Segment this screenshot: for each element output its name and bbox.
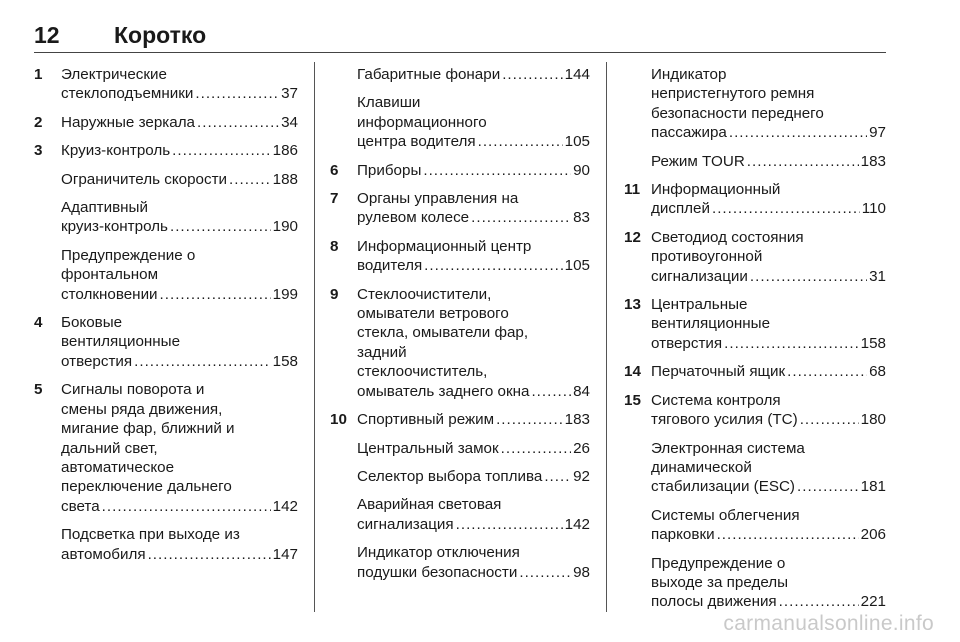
index-entry[interactable] [624, 228, 886, 286]
index-entry[interactable] [330, 93, 590, 151]
entry-title: дисплей [651, 200, 710, 218]
entry-title: столкновении [61, 285, 158, 303]
entry-leader-line [61, 84, 298, 103]
entry-leader-line [61, 170, 298, 189]
page-header [34, 22, 886, 52]
entry-text-line: стеклоочиститель, [357, 363, 488, 381]
page-reference[interactable]: 105 [564, 133, 590, 151]
index-column-1 [34, 65, 298, 573]
page-reference[interactable]: 98 [573, 563, 590, 581]
page-title: Коротко [114, 22, 207, 48]
entry-title: тягового усилия (TC) [651, 411, 798, 429]
dot-leader [229, 170, 271, 189]
dot-leader [712, 199, 860, 218]
entry-leader-line [61, 285, 298, 304]
entry-text-line: смены ряда движения, [61, 400, 223, 418]
dot-leader [478, 132, 563, 151]
page-reference[interactable]: 105 [564, 257, 590, 275]
entry-number: 9 [330, 285, 339, 303]
entry-text-line: Подсветка при выходе из [61, 526, 240, 544]
index-entry[interactable] [34, 141, 298, 160]
dot-leader [197, 113, 279, 132]
dot-leader [787, 362, 867, 381]
entry-title: стеклоподъемники [61, 85, 194, 103]
entry-leader-line [651, 334, 886, 353]
page-reference[interactable]: 147 [272, 545, 298, 563]
index-entry[interactable] [330, 410, 590, 429]
page-reference[interactable]: 68 [869, 363, 886, 381]
index-entry[interactable] [34, 113, 298, 132]
page-reference[interactable]: 158 [272, 352, 298, 370]
entry-leader-line [651, 267, 886, 286]
page-reference[interactable]: 158 [860, 334, 886, 352]
page-reference[interactable]: 190 [272, 218, 298, 236]
index-entry[interactable] [330, 285, 590, 401]
entry-text-line: Электрические [61, 66, 167, 83]
entry-number: 2 [34, 113, 43, 131]
entry-title: Режим TOUR [651, 152, 745, 170]
entry-title: Ограничитель скорости [61, 170, 228, 188]
index-entry[interactable] [330, 189, 590, 228]
index-entry[interactable] [330, 161, 590, 180]
index-entry[interactable] [624, 295, 886, 353]
entry-number: 1 [34, 66, 43, 83]
entry-number: 8 [330, 237, 339, 255]
entry-leader-line [357, 382, 590, 401]
entry-text-line: задний [357, 343, 407, 361]
entry-leader-line [651, 199, 886, 218]
entry-number: 15 [624, 391, 641, 409]
page-number: 12 [34, 22, 60, 48]
column-divider-2 [606, 62, 607, 612]
page-reference[interactable]: 84 [573, 382, 590, 400]
entry-leader-line [651, 592, 886, 611]
index-entry[interactable] [624, 65, 886, 143]
entry-number: 13 [624, 296, 641, 314]
dot-leader [531, 382, 571, 401]
dot-leader [170, 217, 271, 236]
index-entry[interactable] [34, 170, 298, 189]
dot-leader [750, 267, 867, 286]
page-reference[interactable]: 31 [869, 267, 886, 285]
entry-title: круиз-контроль [61, 218, 168, 236]
entry-leader-line [651, 362, 886, 381]
entry-leader-line [357, 132, 590, 151]
index-entry[interactable] [34, 246, 298, 304]
entry-text-line: непристегнутого ремня [651, 85, 815, 103]
index-entry[interactable] [624, 506, 886, 545]
dot-leader [471, 208, 571, 227]
entry-title: центра водителя [357, 133, 476, 151]
entry-leader-line [651, 477, 886, 496]
entry-leader-line [357, 161, 590, 180]
entry-text-line: выходе за пределы [651, 573, 789, 591]
entry-number: 6 [330, 161, 339, 179]
dot-leader [502, 65, 562, 84]
entry-title: Перчаточный ящик [651, 363, 786, 381]
index-column-3 [624, 65, 886, 621]
entry-leader-line [651, 123, 886, 142]
entry-text-line: Электронная система [651, 439, 805, 457]
entry-text-line: динамической [651, 458, 752, 476]
dot-leader [423, 161, 571, 180]
entry-title: сигнализации [651, 267, 748, 285]
entry-text-line: Центральные [651, 296, 748, 314]
watermark: carmanualsonline.info [723, 612, 934, 635]
entry-text-line: Клавиши [357, 94, 421, 112]
page-reference[interactable]: 206 [860, 526, 886, 544]
index-entry[interactable] [330, 237, 590, 276]
page-reference[interactable]: 221 [860, 593, 886, 611]
entry-number: 10 [330, 411, 347, 429]
column-divider-1 [314, 62, 315, 612]
entry-leader-line [357, 439, 590, 458]
entry-leader-line [357, 410, 590, 429]
entry-text-line: безопасности переднего [651, 104, 824, 122]
dot-leader [195, 84, 279, 103]
dot-leader [456, 515, 563, 534]
entry-title: Селектор выбора топлива [357, 467, 543, 485]
dot-leader [172, 141, 270, 160]
index-entry[interactable] [330, 543, 590, 582]
dot-leader [501, 439, 571, 458]
entry-text-line: Системы облегчения [651, 506, 800, 524]
dot-leader [747, 152, 859, 171]
entry-leader-line [61, 113, 298, 132]
entry-text-line: Информационный центр [357, 237, 532, 255]
page-reference[interactable]: 26 [573, 439, 590, 457]
entry-text-line: вентиляционные [651, 315, 771, 333]
dot-leader [729, 123, 867, 142]
page-reference[interactable]: 181 [860, 478, 886, 496]
entry-text-line: дальний свет, [61, 439, 158, 457]
dot-leader [160, 285, 271, 304]
entry-title: Круиз-контроль [61, 142, 171, 160]
page-reference[interactable]: 183 [564, 411, 590, 429]
index-column-2 [330, 65, 590, 591]
entry-leader-line [651, 152, 886, 171]
entry-text-line: Адаптивный [61, 199, 148, 217]
index-entry[interactable] [34, 525, 298, 564]
entry-text-line: Светодиод состояния [651, 228, 804, 246]
page-reference[interactable]: 110 [861, 200, 886, 218]
index-entry[interactable] [624, 180, 886, 219]
entry-title: отверстия [61, 352, 133, 370]
entry-leader-line [61, 141, 298, 160]
page-reference[interactable]: 186 [272, 142, 298, 160]
entry-leader-line [357, 563, 590, 582]
entry-text-line: фронтальном [61, 266, 159, 284]
page-reference[interactable]: 142 [564, 515, 590, 533]
entry-leader-line [357, 515, 590, 534]
index-entry[interactable] [34, 380, 298, 516]
index-entry[interactable] [330, 467, 590, 486]
entry-title: пассажира [651, 124, 727, 142]
entry-leader-line [61, 545, 298, 564]
index-entry[interactable] [624, 152, 886, 171]
index-entry[interactable] [34, 65, 298, 104]
index-entry[interactable] [624, 362, 886, 381]
entry-title: сигнализация [357, 515, 454, 533]
index-entry[interactable] [330, 65, 590, 84]
entry-leader-line [651, 410, 886, 429]
dot-leader [717, 525, 859, 544]
entry-text-line: переключение дальнего [61, 478, 232, 496]
entry-title: Приборы [357, 161, 422, 179]
page-reference[interactable]: 37 [281, 85, 298, 103]
entry-title: автомобиля [61, 545, 146, 563]
dot-leader [424, 256, 562, 275]
entry-text-line: автоматическое [61, 458, 175, 476]
dot-leader [724, 334, 859, 353]
entry-text-line: Сигналы поворота и [61, 381, 205, 399]
entry-leader-line [357, 65, 590, 84]
page-reference[interactable]: 180 [860, 411, 886, 429]
entry-text-line: стекла, омыватели фар, [357, 324, 529, 342]
dot-leader [797, 477, 859, 496]
entry-title: стабилизации (ESC) [651, 478, 795, 496]
page-reference[interactable]: 188 [272, 170, 298, 188]
page-reference[interactable]: 83 [573, 209, 590, 227]
entry-number: 3 [34, 142, 43, 160]
entry-number: 5 [34, 381, 43, 399]
page-reference[interactable]: 90 [573, 161, 590, 179]
entry-text-line: противоугонной [651, 248, 763, 266]
entry-text-line: Предупреждение о [61, 246, 196, 264]
entry-title: омыватель заднего окна [357, 382, 530, 400]
index-entry[interactable] [624, 439, 886, 497]
entry-text-line: информационного [357, 113, 487, 131]
entry-leader-line [61, 217, 298, 236]
entry-text-line: Боковые [61, 314, 123, 332]
dot-leader [800, 410, 859, 429]
page-reference[interactable]: 142 [272, 497, 298, 515]
entry-leader-line [357, 256, 590, 275]
dot-leader [496, 410, 563, 429]
entry-leader-line [357, 467, 590, 486]
entry-number: 12 [624, 228, 641, 246]
index-entry[interactable] [330, 495, 590, 534]
entry-text-line: Информационный [651, 181, 781, 199]
page-reference[interactable]: 34 [281, 113, 298, 131]
index-entry[interactable] [330, 439, 590, 458]
entry-text-line: Индикатор отключения [357, 544, 520, 562]
index-entry[interactable] [624, 391, 886, 430]
dot-leader [134, 352, 271, 371]
entry-title: Спортивный режим [357, 411, 495, 429]
page-reference[interactable]: 92 [573, 467, 590, 485]
entry-title: полосы движения [651, 593, 777, 611]
entry-text-line: мигание фар, ближний и [61, 420, 235, 438]
entry-text-line: Стеклоочистители, [357, 285, 492, 303]
entry-title: отверстия [651, 334, 723, 352]
entry-text-line: Органы управления на [357, 190, 519, 208]
dot-leader [544, 467, 571, 486]
entry-leader-line [61, 352, 298, 371]
index-entry[interactable] [34, 198, 298, 237]
entry-title: водителя [357, 257, 423, 275]
header-rule [34, 52, 886, 53]
dot-leader [519, 563, 571, 582]
page-reference[interactable]: 97 [869, 124, 886, 142]
entry-text-line: Индикатор [651, 66, 727, 83]
entry-number: 14 [624, 363, 641, 381]
entry-title: Наружные зеркала [61, 113, 196, 131]
entry-leader-line [61, 497, 298, 516]
entry-title: Центральный замок [357, 439, 499, 457]
entry-text-line: Система контроля [651, 391, 781, 409]
page-reference[interactable]: 183 [860, 152, 886, 170]
dot-leader [779, 592, 859, 611]
page-reference[interactable]: 144 [564, 66, 590, 83]
entry-title: Габаритные фонари [357, 66, 501, 83]
entry-number: 4 [34, 314, 43, 332]
entry-number: 11 [624, 181, 641, 199]
entry-text-line: Предупреждение о [651, 554, 786, 572]
entry-title: подушки безопасности [357, 563, 518, 581]
entry-text-line: омыватели ветрового [357, 305, 509, 323]
index-entry[interactable] [624, 554, 886, 612]
dot-leader [102, 497, 271, 516]
entry-title: парковки [651, 526, 715, 544]
entry-leader-line [651, 525, 886, 544]
entry-text-line: вентиляционные [61, 333, 181, 351]
entry-text-line: Аварийная световая [357, 496, 502, 514]
dot-leader [148, 545, 271, 564]
entry-leader-line [357, 208, 590, 227]
entry-title: света [61, 497, 100, 515]
page-reference[interactable]: 199 [272, 285, 298, 303]
entry-title: рулевом колесе [357, 209, 470, 227]
entry-number: 7 [330, 190, 339, 208]
index-entry[interactable] [34, 313, 298, 371]
